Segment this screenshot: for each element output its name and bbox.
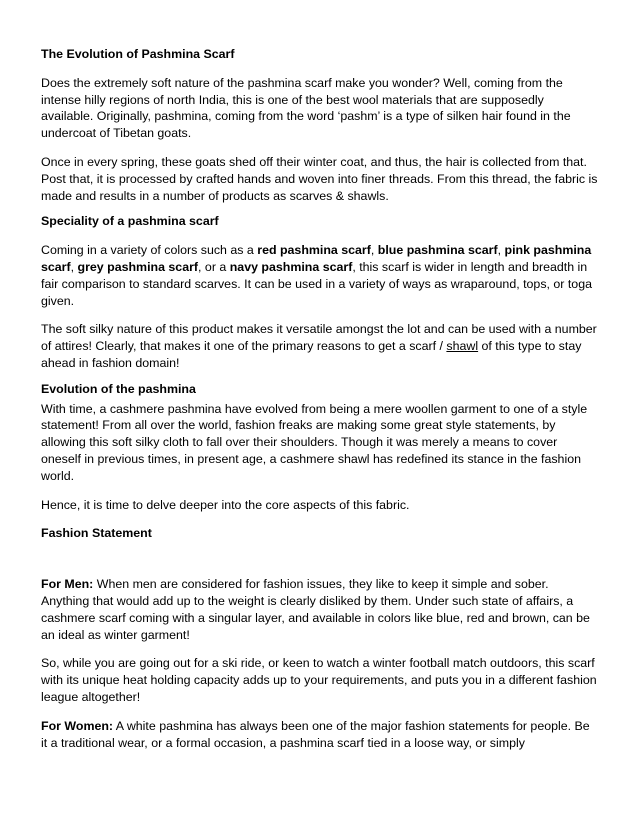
intro-paragraph-2: Once in every spring, these goats shed off their winter coat, and thus, the hair is collected from that. Post that, it is processed by crafted hands and woven into finer threads. From this thread, the fabric is made and results in a number of products as scarves & shawls. <box>41 154 598 203</box>
grey-scarf-term: grey pashmina scarf <box>77 259 199 274</box>
speciality-heading: Speciality of a pashmina scarf <box>41 214 219 229</box>
evolution-paragraph-2: Hence, it is time to delve deeper into the core aspects of this fabric. <box>41 497 410 512</box>
for-men-paragraph <box>41 576 599 643</box>
sep-3: , <box>70 259 78 274</box>
speciality-paragraph-2 <box>41 321 599 371</box>
blue-scarf-term: blue pashmina scarf <box>377 243 498 258</box>
for-women-text: A white pashmina has always been one of the major fashion statements for people. Be it a traditional wear, or a formal occasion, a pashmina scarf tied in a loose way, or simply <box>41 718 590 750</box>
red-scarf-term: red pashmina scarf <box>257 243 371 258</box>
evolution-heading: Evolution of the pashmina <box>41 381 196 396</box>
for-women-label: For Women: <box>41 718 114 733</box>
shawl-link[interactable]: shawl <box>446 339 479 354</box>
fashion-heading: Fashion Statement <box>41 526 152 541</box>
speciality-p2-lead: The soft silky nature of this product makes it versatile amongst the lot and can be used with a number of attires! Clearly, that makes it one of the primary reasons to get a scarf / <box>41 322 597 354</box>
sep-2: , <box>497 243 505 258</box>
speciality-p1-lead: Coming in a variety of colors such as a <box>41 243 258 258</box>
document-page <box>41 46 599 751</box>
navy-scarf-term: navy pashmina scarf <box>229 259 353 274</box>
sep-4: , or a <box>198 259 230 274</box>
speciality-p1-tail: , this scarf is wider in length and breadth in fair comparison to standard scarves. It can be used in a variety of ways as wraparound, tops, or toga given. <box>41 259 592 308</box>
speciality-paragraph-1 <box>41 242 599 309</box>
speciality-p2-tail: of this type to stay ahead in fashion domain! <box>41 339 582 370</box>
document-title: The Evolution of Pashmina Scarf <box>41 47 235 61</box>
sep-1: , <box>370 243 378 258</box>
for-women-paragraph <box>41 718 599 752</box>
for-men-paragraph-2: So, while you are going out for a ski ride, or keen to watch a winter football match outdoors, this scarf with its unique heat holding capacity adds up to your requirements, and puts you in a different fashion league altogether! <box>41 656 597 704</box>
intro-paragraph-1: Does the extremely soft nature of the pashmina scarf make you wonder? Well, coming from the intense hilly regions of north India, this is one of the best wool materials that are supposedly available. Originally, pashmina, coming from the word ‘pashm’ is a type of silken hair found in the undercoat of Tibetan goats. <box>41 75 571 141</box>
for-men-label: For Men: <box>41 577 94 592</box>
pink-scarf-term: pink pashmina scarf <box>41 243 592 274</box>
evolution-paragraph-1: With time, a cashmere pashmina have evolved from being a mere woollen garment to one of a style statement! From all over the world, fashion freaks are making some great style statements, by allowing this soft silky cloth to fall over their shoulders. Though it was merely a means to cover oneself in previous times, in present age, a cashmere shawl has redefined its stance in the fashion world. <box>41 401 588 483</box>
for-men-text: When men are considered for fashion issues, they like to keep it simple and sober. Anything that would add up to the weight is clearly disliked by them. Under such state of affairs, a cashmere scarf coming with a singular layer, and available in colors like blue, red and brown, can be an ideal as winter garment! <box>41 577 590 642</box>
